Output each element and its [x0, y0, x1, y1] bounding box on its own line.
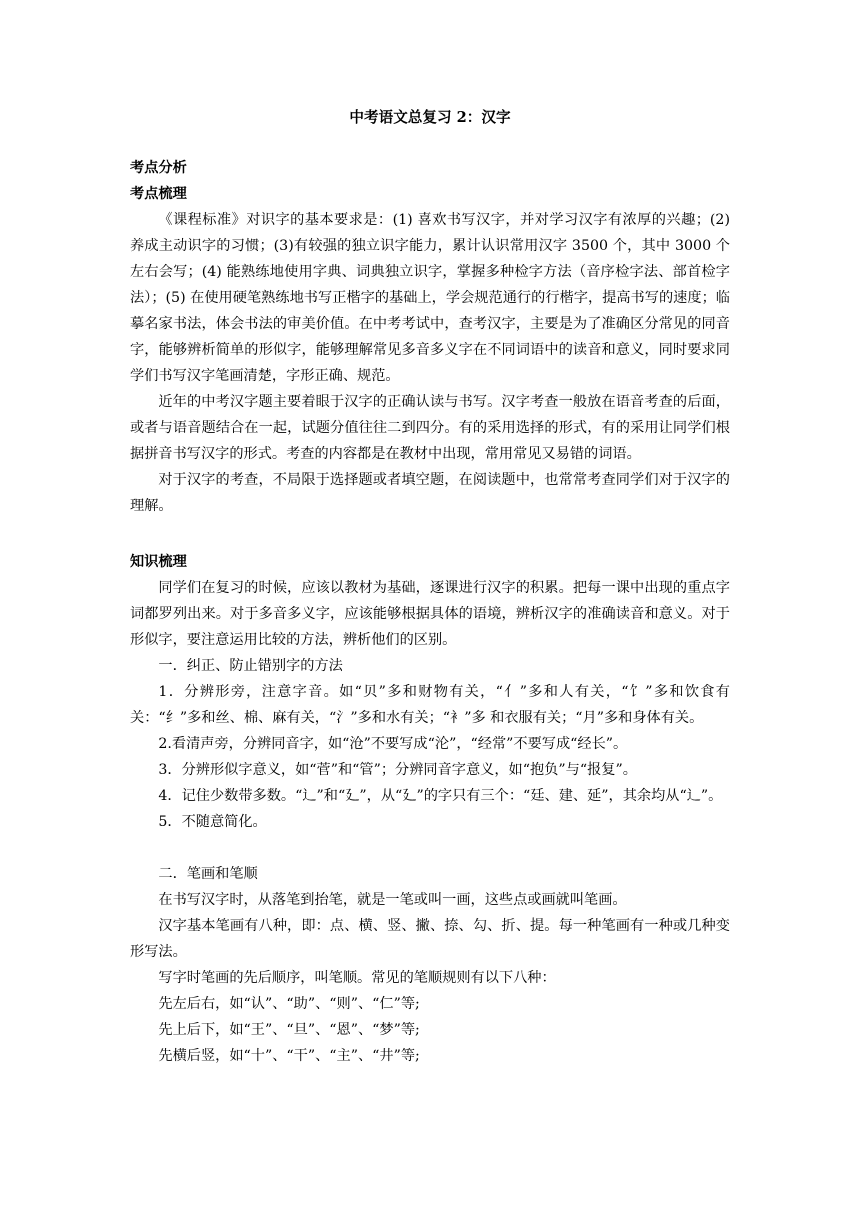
part2-title: 二．笔画和笔顺 — [158, 866, 258, 882]
paragraph-curriculum: 《课程标准》对识字的基本要求是：(1) 喜欢书写汉字，并对学习汉字有浓厚的兴趣；(2) 养成主动识字的习惯；(3)有较强的独立识字能力，累计认识常用汉字 3500 个，其中 3000 个左右会写；(4) 能熟练地使用字典、词典独立识字，掌握多种检字方法（音序检字法、部首检字法）；(5) 在使用硬笔熟练地书写正楷字的基础上，学会规范通行的行楷字，提高书写的速度；临摹名家书法，体会书法的审美价值。在中考考试中，查考汉字，主要是为了准确区分常见的同音字，能够辨析简单的形似字，能够理解常见多音多义字在不同词语中的读音和意义，同时要求同学们书写汉字笔画清楚，字形正确、规范。 — [130, 212, 730, 384]
part1-item: 1．分辨形旁，注意字音。如“贝”多和财物有关，“亻”多和人有关，“饣”多和饮食有关：“纟”多和丝、棉、麻有关，“氵”多和水有关；“衤”多 和衣服有关；“月”多和身体有关。 — [130, 684, 730, 726]
part2-item: 写字时笔画的先后顺序，叫笔顺。常见的笔顺规则有以下八种： — [158, 970, 556, 986]
part1-item: 4．记住少数带多数。“辶”和“廴”，从“廴”的字只有三个：“廷、建、延”，其余均从“辶”。 — [158, 788, 723, 804]
part1-item: 2.看清声旁，分辨同音字，如“沧”不要写成“沦”，“经常”不要写成“经长”。 — [158, 736, 628, 752]
spacer — [130, 523, 730, 549]
part2-item: 汉字基本笔画有八种，即：点、横、竖、撇、捺、勾、折、提。每一种笔画有一种或几种变形写法。 — [130, 918, 730, 960]
section-heading-analysis: 考点分析 — [130, 160, 187, 176]
spacer — [130, 835, 730, 861]
part2-item: 在书写汉字时，从落笔到抬笔，就是一笔或叫一画，这些点或画就叫笔画。 — [158, 892, 627, 908]
stroke-rule: 先左后右，如“认”、“助”、“则”、“仁”等; — [158, 996, 420, 1012]
document-page — [130, 105, 730, 1069]
paragraph-knowledge-intro: 同学们在复习的时候，应该以教材为基础，逐课进行汉字的积累。把每一课中出现的重点字词都罗列出来。对于多音多义字，应该能够根据具体的语境，辨析汉字的准确读音和意义。对于形似字，要注意运用比较的方法，辨析他们的区别。 — [130, 580, 730, 648]
part1-title: 一．纠正、防止错别字的方法 — [158, 658, 343, 674]
part1-item: 5．不随意简化。 — [158, 814, 267, 830]
stroke-rule: 先上后下，如“王”、“旦”、“恩”、“梦”等; — [158, 1022, 420, 1038]
paragraph-exam-trend: 近年的中考汉字题主要着眼于汉字的正确认读与书写。汉字考查一般放在语音考查的后面，或者与语音题结合在一起，试题分值往往二到四分。有的采用选择的形式，有的采用让同学们根据拼音书写汉字的形式。考查的内容都是在教材中出现，常用常见又易错的词语。 — [130, 394, 730, 462]
section-subheading-points: 考点梳理 — [130, 186, 187, 202]
stroke-rule: 先横后竖，如“十”、“干”、“主”、“井”等; — [158, 1048, 420, 1064]
paragraph-reading-test: 对于汉字的考查，不局限于选择题或者填空题，在阅读题中，也常常考查同学们对于汉字的理解。 — [130, 472, 730, 514]
section-heading-knowledge: 知识梳理 — [130, 554, 187, 570]
document-title: 中考语文总复习 2：汉字 — [349, 109, 511, 126]
part1-item: 3．分辨形似字意义，如“菅”和“管”；分辨同音字意义，如“抱负”与“报复”。 — [158, 762, 637, 778]
